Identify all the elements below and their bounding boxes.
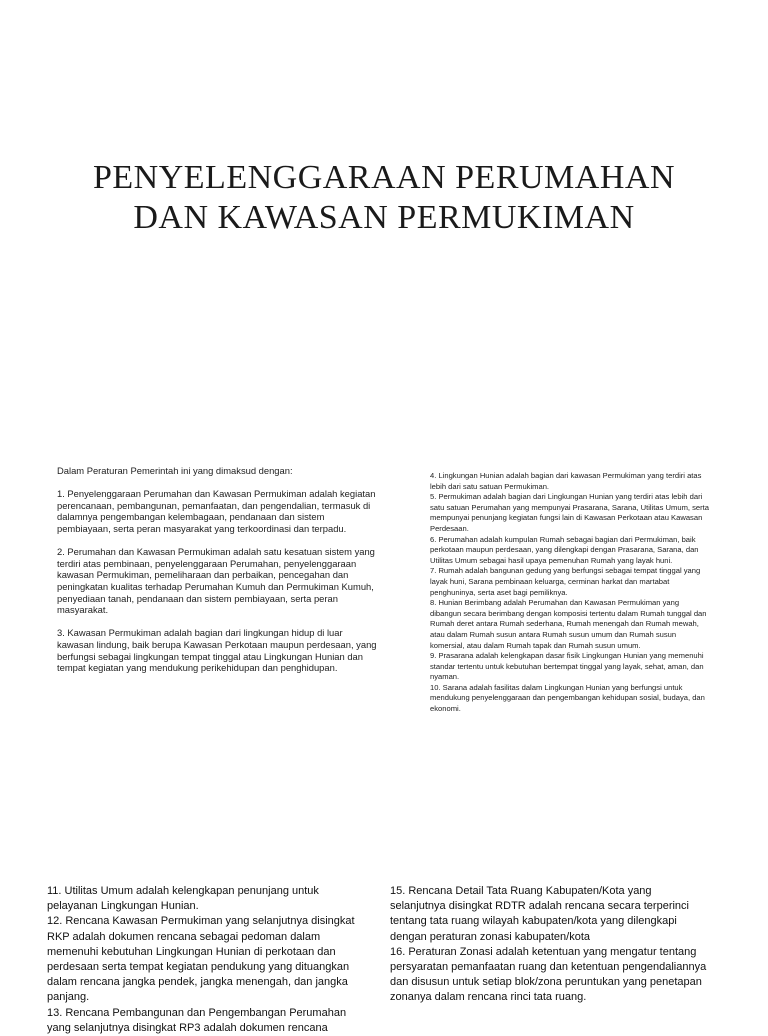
definition-item: 12. Rencana Kawasan Permukiman yang selanjutnya disingkat RKP adalah dokumen rencana sebagai pedoman dalam memenuhi kebutuhan Lingkungan Hunian di perkotaan dan perdesaan serta tempat kegiatan pendukung yang dituangkan dalam rencana jangka pendek, jangka menengah, dan jangka panjang. — [47, 915, 355, 1004]
definition-item: 1. Penyelenggaraan Perumahan dan Kawasan Permukiman adalah kegiatan perencanaan, pembangunan, pemanfaatan, dan pengendalian, termasuk di dalamnya pengembangan kelembagaan, pendanaan dan sistem pembiayaan, serta peran masyarakat yang terkoordinasi dan terpadu. — [57, 488, 376, 534]
definition-item: 8. Hunian Berimbang adalah Perumahan dan Kawasan Permukiman yang dibangun secara berimbang dengan komposisi tertentu dalam Rumah tunggal dan Rumah deret antara Rumah sederhana, Rumah menengah dan Rumah mewah, atau dalam Rumah susun antara Rumah susun umum dan Rumah susun komersial, atau dalam Rumah tapak dan Rumah susun umum. — [430, 598, 707, 650]
left-text-column — [57, 465, 379, 685]
document-title — [0, 158, 768, 238]
intro-paragraph: Dalam Peraturan Pemerintah ini yang dimaksud dengan: — [57, 465, 293, 476]
right-text-column — [430, 471, 710, 715]
title-line-2: DAN KAWASAN PERMUKIMAN — [133, 199, 635, 236]
definition-item: 16. Peraturan Zonasi adalah ketentuan yang mengatur tentang persyaratan pemanfaatan ruang dan ketentuan pengendaliannya dan disusun untuk setiap blok/zona peruntukan yang penetapan zonanya dalam rencana rinci tata ruang. — [390, 945, 707, 1004]
bottom-left-column — [47, 884, 357, 1036]
title-line-1: PENYELENGGARAAN PERUMAHAN — [93, 159, 675, 196]
definition-item: 2. Perumahan dan Kawasan Permukiman adalah satu kesatuan sistem yang terdiri atas pembinaan, penyelenggaraan Perumahan, penyelenggaraan kawasan Permukiman, pemeliharaan dan perbaikan, pencegahan dan peningkatan kualitas terhadap Perumahan Kumuh dan Permukiman Kumuh, penyediaan tanah, pendanaan dan sistem pembiayaan, serta peran masyarakat. — [57, 546, 375, 616]
definition-item: 15. Rencana Detail Tata Ruang Kabupaten/Kota yang selanjutnya disingkat RDTR adalah rencana secara terperinci tentang tata ruang wilayah kabupaten/kota yang dilengkapi dengan peraturan zonasi kabupaten/kota — [390, 885, 689, 943]
definition-item: 6. Perumahan adalah kumpulan Rumah sebagai bagian dari Permukiman, baik perkotaan maupun perdesaan, yang dilengkapi dengan Prasarana, Sarana, dan Utilitas Umum sebagai hasil upaya pemenuhan Rumah yang layak huni. — [430, 534, 699, 565]
definition-item: 11. Utilitas Umum adalah kelengkapan penunjang untuk pelayanan Lingkungan Hunian. — [47, 885, 319, 913]
definition-item: 4. Lingkungan Hunian adalah bagian dari kawasan Permukiman yang terdiri atas lebih dari satu satuan Permukiman. — [430, 471, 702, 491]
bottom-right-column — [390, 884, 710, 1006]
definition-item: 5. Permukiman adalah bagian dari Lingkungan Hunian yang terdiri atas lebih dari satu satuan Perumahan yang mempunyai Prasarana, Sarana, Utilitas Umum, serta mempunyai penunjang kegiatan fungsi lain di Kawasan Perkotaan atau Kawasan Perdesaan. — [430, 492, 709, 533]
definition-item: 3. Kawasan Permukiman adalah bagian dari lingkungan hidup di luar kawasan lindung, baik berupa Kawasan Perkotaan maupun perdesaan, yang berfungsi sebagai lingkungan tempat tinggal atau Lingkungan Hunian dan tempat kegiatan yang mendukung perikehidupan dan penghidupan. — [57, 627, 377, 674]
definition-item: 13. Rencana Pembangunan dan Pengembangan Perumahan yang selanjutnya disingkat RP3 adalah dokumen rencana — [47, 1006, 347, 1034]
definition-item: 9. Prasarana adalah kelengkapan dasar fisik Lingkungan Hunian yang memenuhi standar tertentu untuk kebutuhan bertempat tinggal yang layak, sehat, aman, dan nyaman. — [430, 651, 704, 682]
definition-item: 10. Sarana adalah fasilitas dalam Lingkungan Hunian yang berfungsi untuk mendukung penyelenggaraan dan pengembangan kehidupan sosial, budaya, dan ekonomi. — [430, 682, 705, 714]
definition-item: 7. Rumah adalah bangunan gedung yang berfungsi sebagai tempat tinggal yang layak huni, Sarana pembinaan keluarga, cerminan harkat dan martabat penghuninya, serta aset bagi pemiliknya. — [430, 566, 701, 597]
